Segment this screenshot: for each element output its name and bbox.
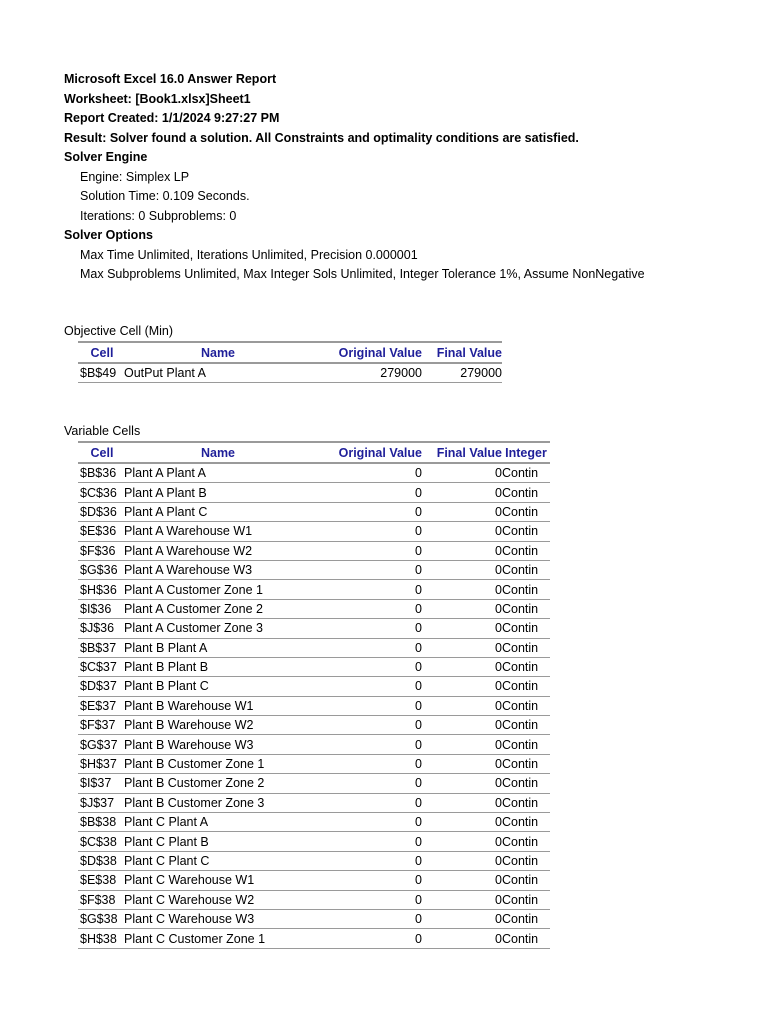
final-value: 0	[428, 463, 502, 483]
integer-type: Contin	[502, 560, 550, 579]
integer-type: Contin	[502, 463, 550, 483]
table-row	[78, 909, 550, 928]
cell-name: Plant C Warehouse W3	[124, 909, 312, 928]
cell-ref: $B$37	[78, 638, 124, 657]
final-value: 0	[428, 580, 502, 599]
original-value: 0	[312, 890, 428, 909]
integer-type: Contin	[502, 599, 550, 618]
cell-name: Plant C Plant C	[124, 851, 312, 870]
integer-type: Contin	[502, 793, 550, 812]
final-value: 0	[428, 696, 502, 715]
cell-name: Plant C Plant A	[124, 813, 312, 832]
objective-table	[78, 341, 502, 383]
cell-ref: $B$36	[78, 463, 124, 483]
table-row	[78, 502, 550, 521]
table-row	[78, 599, 550, 618]
table-row	[78, 541, 550, 560]
worksheet-label: Worksheet: [Book1.xlsx]Sheet1	[64, 91, 251, 106]
cell-ref: $H$38	[78, 929, 124, 948]
cell-name: Plant B Plant A	[124, 638, 312, 657]
final-value: 0	[428, 560, 502, 579]
report-title: Microsoft Excel 16.0 Answer Report	[64, 72, 277, 86]
original-value: 0	[312, 909, 428, 928]
variables-header-row	[78, 442, 550, 463]
original-value: 0	[312, 813, 428, 832]
integer-type: Contin	[502, 871, 550, 890]
final-value: 0	[428, 657, 502, 676]
col-final: Final Value	[428, 342, 502, 363]
cell-ref: $E$37	[78, 696, 124, 715]
table-row	[78, 696, 550, 715]
table-row	[78, 890, 550, 909]
table-row	[78, 483, 550, 502]
original-value: 0	[312, 599, 428, 618]
integer-type: Contin	[502, 638, 550, 657]
table-row	[78, 813, 550, 832]
final-value: 0	[428, 754, 502, 773]
cell-name: Plant B Warehouse W2	[124, 716, 312, 735]
original-value: 0	[312, 793, 428, 812]
cell-ref: $E$36	[78, 522, 124, 541]
integer-type: Contin	[502, 619, 550, 638]
original-value: 0	[312, 483, 428, 502]
original-value: 0	[312, 735, 428, 754]
cell-ref: $B$49	[78, 363, 124, 383]
cell-name: Plant A Plant B	[124, 483, 312, 502]
final-value: 0	[428, 813, 502, 832]
table-row	[78, 619, 550, 638]
col-name: Name	[124, 442, 312, 463]
original-value: 0	[312, 560, 428, 579]
cell-ref: $C$37	[78, 657, 124, 676]
col-original: Original Value	[312, 342, 428, 363]
original-value: 0	[312, 716, 428, 735]
final-value: 0	[428, 909, 502, 928]
col-name: Name	[124, 342, 312, 363]
integer-type: Contin	[502, 929, 550, 948]
final-value: 0	[428, 832, 502, 851]
cell-name: Plant B Warehouse W3	[124, 735, 312, 754]
col-integer: Integer	[502, 442, 550, 463]
original-value: 0	[312, 522, 428, 541]
integer-type: Contin	[502, 657, 550, 676]
report-created: Report Created: 1/1/2024 9:27:27 PM	[64, 111, 280, 125]
integer-type: Contin	[502, 541, 550, 560]
original-value: 279000	[312, 363, 428, 383]
cell-name: Plant C Customer Zone 1	[124, 929, 312, 948]
final-value: 0	[428, 599, 502, 618]
cell-name: Plant A Warehouse W2	[124, 541, 312, 560]
variables-table	[78, 441, 550, 949]
cell-ref: $I$37	[78, 774, 124, 793]
cell-name: Plant C Plant B	[124, 832, 312, 851]
cell-name: Plant A Customer Zone 2	[124, 599, 312, 618]
integer-type: Contin	[502, 696, 550, 715]
integer-type: Contin	[502, 754, 550, 773]
cell-ref: $D$38	[78, 851, 124, 870]
integer-type: Contin	[502, 483, 550, 502]
cell-name: Plant B Customer Zone 3	[124, 793, 312, 812]
cell-name: Plant A Warehouse W1	[124, 522, 312, 541]
report-header	[64, 70, 645, 285]
table-row	[78, 560, 550, 579]
solver-result: Result: Solver found a solution. All Constraints and optimality conditions are satisfied.	[64, 130, 579, 145]
col-original: Original Value	[312, 442, 428, 463]
cell-ref: $G$36	[78, 560, 124, 579]
cell-ref: $J$36	[78, 619, 124, 638]
cell-name: Plant B Warehouse W1	[124, 696, 312, 715]
objective-header-row	[78, 342, 502, 363]
table-row	[78, 657, 550, 676]
final-value: 0	[428, 638, 502, 657]
cell-ref: $G$38	[78, 909, 124, 928]
cell-ref: $F$38	[78, 890, 124, 909]
integer-type: Contin	[502, 735, 550, 754]
col-cell: Cell	[78, 342, 124, 363]
original-value: 0	[312, 832, 428, 851]
original-value: 0	[312, 696, 428, 715]
original-value: 0	[312, 929, 428, 948]
final-value: 0	[428, 793, 502, 812]
original-value: 0	[312, 619, 428, 638]
table-row	[78, 735, 550, 754]
original-value: 0	[312, 871, 428, 890]
table-row	[78, 793, 550, 812]
final-value: 0	[428, 716, 502, 735]
engine-heading: Solver Engine	[64, 150, 148, 164]
cell-ref: $H$37	[78, 754, 124, 773]
original-value: 0	[312, 580, 428, 599]
integer-type: Contin	[502, 502, 550, 521]
original-value: 0	[312, 638, 428, 657]
integer-type: Contin	[502, 522, 550, 541]
cell-name: Plant B Customer Zone 2	[124, 774, 312, 793]
objective-label: Objective Cell (Min)	[64, 324, 174, 338]
cell-name: Plant B Plant B	[124, 657, 312, 676]
variables-label: Variable Cells	[64, 424, 141, 438]
cell-ref: $C$38	[78, 832, 124, 851]
cell-name: Plant B Customer Zone 1	[124, 754, 312, 773]
col-cell: Cell	[78, 442, 124, 463]
solution-time: Solution Time: 0.109 Seconds.	[80, 189, 250, 203]
cell-name: Plant C Warehouse W2	[124, 890, 312, 909]
table-row	[78, 929, 550, 948]
cell-ref: $H$36	[78, 580, 124, 599]
options-line-2: Max Subproblems Unlimited, Max Integer Sols Unlimited, Integer Tolerance 1%, Assume NonNegative	[80, 267, 645, 281]
options-line-1: Max Time Unlimited, Iterations Unlimited, Precision 0.000001	[80, 247, 418, 262]
cell-ref: $C$36	[78, 483, 124, 502]
cell-name: Plant B Plant C	[124, 677, 312, 696]
table-row	[78, 774, 550, 793]
integer-type: Contin	[502, 774, 550, 793]
table-row	[78, 754, 550, 773]
integer-type: Contin	[502, 716, 550, 735]
cell-name: Plant A Plant C	[124, 502, 312, 521]
cell-ref: $I$36	[78, 599, 124, 618]
cell-ref: $E$38	[78, 871, 124, 890]
final-value: 0	[428, 483, 502, 502]
table-row	[78, 716, 550, 735]
table-row	[78, 363, 502, 383]
table-row	[78, 522, 550, 541]
original-value: 0	[312, 677, 428, 696]
integer-type: Contin	[502, 851, 550, 870]
table-row	[78, 638, 550, 657]
engine-type: Engine: Simplex LP	[80, 169, 190, 184]
original-value: 0	[312, 754, 428, 773]
cell-ref: $J$37	[78, 793, 124, 812]
table-row	[78, 463, 550, 483]
final-value: 0	[428, 890, 502, 909]
col-final: Final Value	[428, 442, 502, 463]
cell-name: Plant C Warehouse W1	[124, 871, 312, 890]
integer-type: Contin	[502, 580, 550, 599]
final-value: 0	[428, 735, 502, 754]
original-value: 0	[312, 541, 428, 560]
final-value: 0	[428, 522, 502, 541]
options-heading: Solver Options	[64, 228, 153, 242]
cell-ref: $B$38	[78, 813, 124, 832]
final-value: 0	[428, 619, 502, 638]
cell-ref: $F$37	[78, 716, 124, 735]
original-value: 0	[312, 851, 428, 870]
cell-name: Plant A Warehouse W3	[124, 560, 312, 579]
final-value: 0	[428, 774, 502, 793]
final-value: 0	[428, 502, 502, 521]
cell-ref: $F$36	[78, 541, 124, 560]
original-value: 0	[312, 774, 428, 793]
integer-type: Contin	[502, 890, 550, 909]
integer-type: Contin	[502, 813, 550, 832]
table-row	[78, 580, 550, 599]
cell-ref: $G$37	[78, 735, 124, 754]
integer-type: Contin	[502, 832, 550, 851]
final-value: 279000	[428, 363, 502, 383]
cell-name: Plant A Plant A	[124, 463, 312, 483]
table-row	[78, 871, 550, 890]
table-row	[78, 677, 550, 696]
final-value: 0	[428, 541, 502, 560]
cell-name: Plant A Customer Zone 1	[124, 580, 312, 599]
cell-ref: $D$36	[78, 502, 124, 521]
table-row	[78, 832, 550, 851]
cell-name: Plant A Customer Zone 3	[124, 619, 312, 638]
cell-ref: $D$37	[78, 677, 124, 696]
original-value: 0	[312, 657, 428, 676]
iterations: Iterations: 0 Subproblems: 0	[80, 208, 237, 223]
integer-type: Contin	[502, 909, 550, 928]
final-value: 0	[428, 871, 502, 890]
original-value: 0	[312, 502, 428, 521]
final-value: 0	[428, 851, 502, 870]
final-value: 0	[428, 929, 502, 948]
table-row	[78, 851, 550, 870]
integer-type: Contin	[502, 677, 550, 696]
original-value: 0	[312, 463, 428, 483]
final-value: 0	[428, 677, 502, 696]
cell-name: OutPut Plant A	[124, 363, 312, 383]
